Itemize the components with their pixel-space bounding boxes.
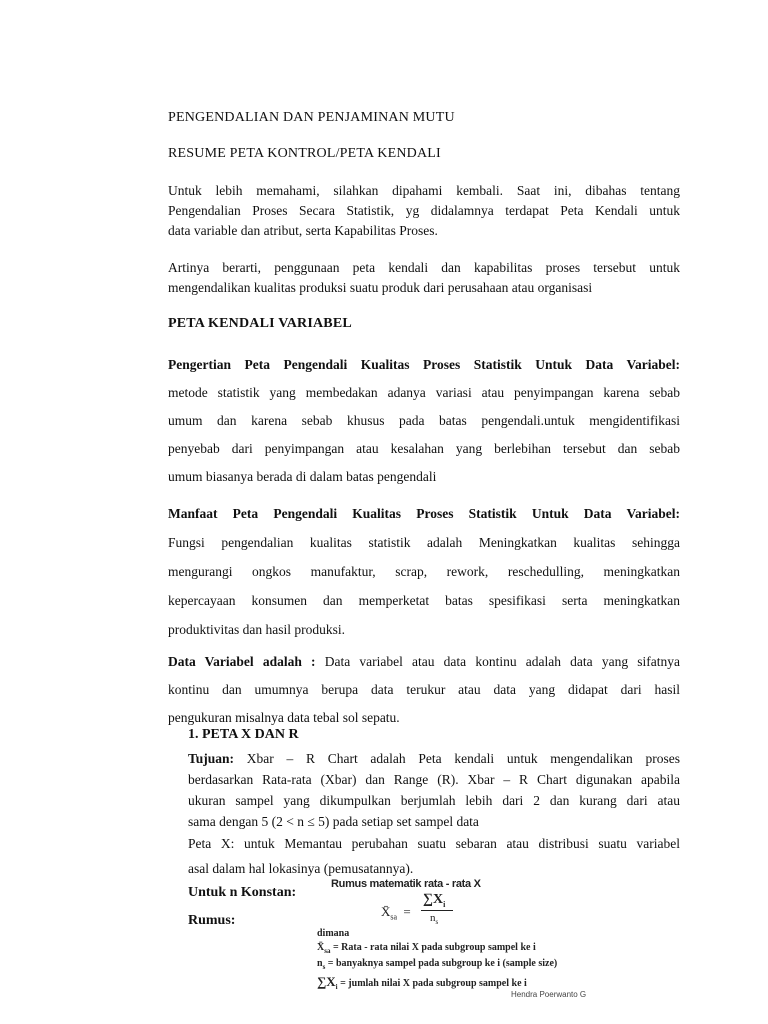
formula-def-sum-symbol: ∑X (317, 974, 336, 989)
formula-numerator-sum: ∑X (423, 892, 444, 907)
konstan-label: Untuk n Konstan: (188, 885, 297, 900)
manfaat-line: mengurangi ongkos manufaktur, scrap, rework, reschedulling, meningkatkan (168, 564, 680, 579)
meaning-paragraph (168, 258, 680, 298)
formula-def-mean (317, 942, 536, 955)
tujuan-line: sama dengan 5 (2 < n ≤ 5) pada setiap set sampel data (188, 814, 479, 829)
tujuan-line (188, 748, 680, 769)
formula-numerator-subscript: i (443, 899, 446, 909)
intro-line: Untuk lebih memahami, silahkan dipahami kembali. Saat ini, dibahas tentang (168, 183, 680, 198)
formula-equals: = (403, 904, 411, 919)
formula-title: Rumus matematik rata - rata X (331, 878, 481, 890)
manfaat-paragraph (168, 499, 680, 644)
intro-line: data variable dan atribut, serta Kapabilitas Proses. (168, 223, 438, 238)
formula-denominator (430, 912, 438, 926)
formula-def-n-subscript: s (322, 963, 326, 971)
pengertian-line: penyebab dari penyimpangan atau kesalahan yang berlebihan tersebut dan sebab (168, 441, 680, 456)
peta-x-line: Peta X: untuk Memantau perubahan suatu sebaran atau distribusi suatu variabel (188, 836, 680, 851)
formula-def-mean-symbol: X̄ (317, 942, 325, 953)
document-title: PENGENDALIAN DAN PENJAMINAN MUTU (168, 110, 455, 125)
data-variabel-paragraph (168, 648, 680, 732)
tujuan-label: Tujuan: (188, 751, 235, 766)
data-variabel-line: pengukuran misalnya data tebal sol sepatu. (168, 710, 400, 725)
section-heading-variabel: PETA KENDALI VARIABEL (168, 316, 352, 331)
data-variabel-line (168, 648, 680, 676)
manfaat-line: kepercayaan konsumen dan memperketat batas spesifikasi serta meningkatkan (168, 593, 680, 608)
tujuan-text: Xbar – R Chart adalah Peta kendali untuk mengendalikan proses (234, 751, 680, 766)
tujuan-paragraph (188, 748, 680, 832)
formula-lhs (381, 904, 411, 922)
formula-def-n-text: = banyaknya sampel pada subgroup ke i (sample size) (325, 958, 558, 969)
pengertian-line: umum biasanya berada di dalam batas pengendali (168, 469, 437, 484)
formula-denominator-n: n (430, 912, 436, 924)
data-variabel-line: kontinu dan umumnya berupa data terukur atau data yang didapat dari hasil (168, 682, 680, 697)
peta-x-paragraph (188, 831, 680, 881)
formula-def-sum (317, 974, 527, 991)
manfaat-line: Fungsi pengendalian kualitas statistik adalah Meningkatkan kualitas sehingga (168, 535, 680, 550)
pengertian-line: umum dan karena sebab khusus pada batas pengendali.untuk mengidentifikasi (168, 413, 680, 428)
formula-credit: Hendra Poerwanto G (511, 990, 587, 999)
data-variabel-text: Data variabel atau data kontinu adalah data yang sifatnya (315, 654, 680, 669)
intro-paragraph (168, 181, 680, 241)
formula-lhs-subscript: sa (390, 912, 398, 922)
meaning-line: Artinya berarti, penggunaan peta kendali dan kapabilitas proses tersebut untuk (168, 260, 680, 275)
formula-def-sum-subscript: i (335, 983, 338, 991)
peta-xr-heading: 1. PETA X DAN R (188, 727, 299, 742)
pengertian-paragraph (168, 351, 680, 491)
formula-def-n (317, 958, 557, 971)
formula-def-n-symbol: n (317, 958, 323, 969)
formula-def-mean-subscript: sa (324, 947, 331, 955)
pengertian-line: metode statistik yang membedakan adanya variasi atau penyimpangan karena sebab (168, 385, 680, 400)
formula-dimana: dimana (317, 928, 350, 939)
peta-x-line: asal dalam hal lokasinya (pemusatannya). (188, 861, 414, 876)
meaning-line: mengendalikan kualitas produksi suatu produk dari perusahaan atau organisasi (168, 280, 593, 295)
pengertian-heading: Pengertian Peta Pengendali Kualitas Proses Statistik Untuk Data Variabel: (168, 357, 680, 372)
formula-denominator-subscript: s (435, 918, 439, 927)
formula-def-mean-text: = Rata - rata nilai X pada subgroup sampel ke i (330, 942, 536, 953)
tujuan-line: berdasarkan Rata-rata (Xbar) dan Range (R). Xbar – R Chart digunakan apabila (188, 772, 680, 787)
manfaat-heading: Manfaat Peta Pengendali Kualitas Proses Statistik Untuk Data Variabel: (168, 506, 680, 521)
formula-fraction-bar (421, 910, 453, 911)
formula-lhs-symbol: X̄ (381, 904, 391, 919)
rumus-label: Rumus: (188, 913, 236, 928)
data-variabel-label: Data Variabel adalah : (168, 654, 316, 669)
tujuan-line: ukuran sampel yang dikumpulkan berjumlah lebih dari 2 dan kurang dari atau (188, 793, 680, 808)
formula-numerator (423, 892, 445, 909)
formula-image (313, 876, 603, 1004)
manfaat-line: produktivitas dan hasil produksi. (168, 622, 345, 637)
document-subtitle: RESUME PETA KONTROL/PETA KENDALI (168, 146, 441, 161)
formula-def-sum-text: = jumlah nilai X pada subgroup sampel ke i (337, 978, 527, 989)
intro-line: Pengendalian Proses Secara Statistik, yg didalamnya terdapat Peta Kendali untuk (168, 203, 680, 218)
